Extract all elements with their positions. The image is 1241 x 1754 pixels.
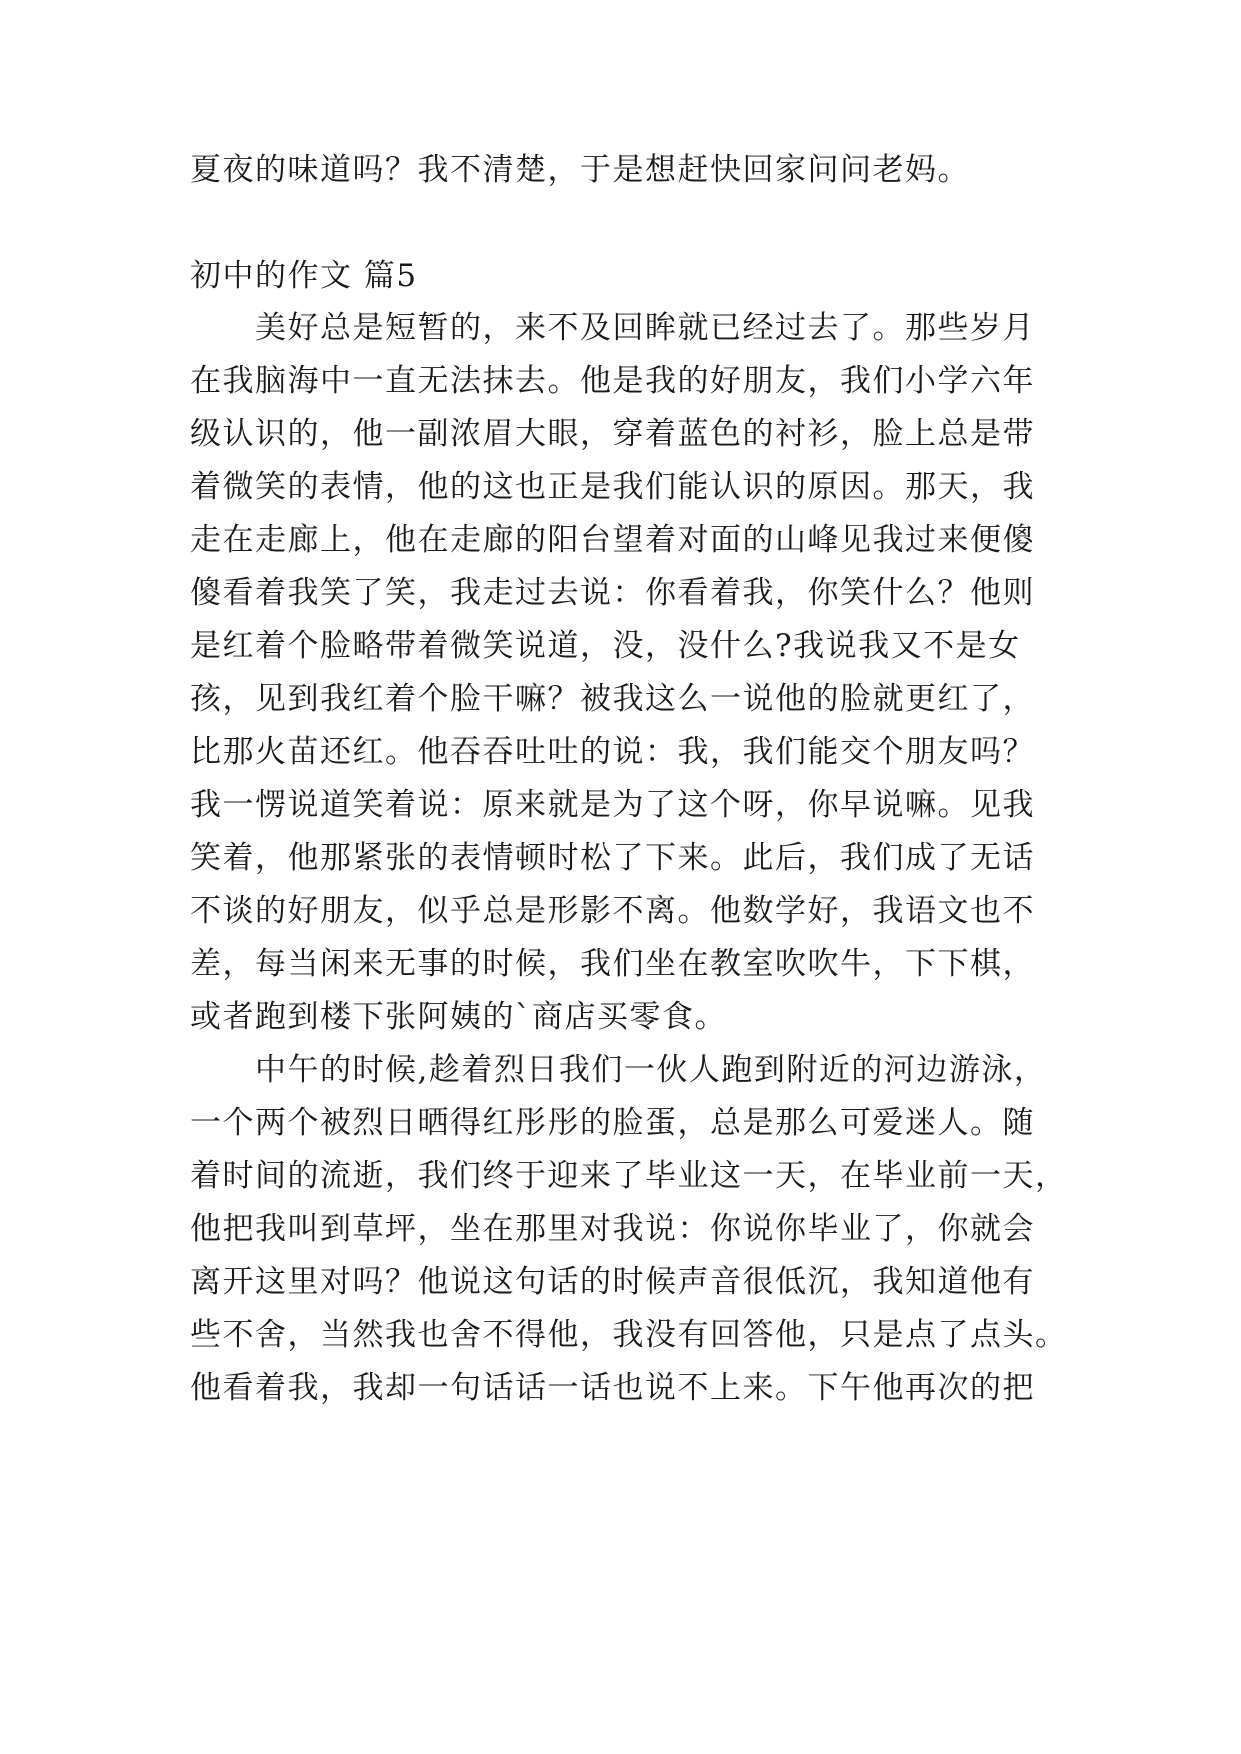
paragraph-line: 一个两个被烈日晒得红彤彤的脸蛋，总是那么可爱迷人。随 (190, 1105, 1035, 1141)
paragraph-line: 笑着，他那紧张的表情顿时松了下来。此后，我们成了无话 (190, 840, 1035, 876)
paragraph-line: 中午的时候,趁着烈日我们一伙人跑到附近的河边游泳， (255, 1052, 1047, 1088)
text-line: 夏夜的味道吗？我不清楚，于是想赶快回家问问老妈。 (190, 152, 970, 188)
paragraph-line: 美好总是短暂的，来不及回眸就已经过去了。那些岁月 (255, 310, 1035, 346)
paragraph-line: 比那火苗还红。他吞吞吐吐的说：我，我们能交个朋友吗？ (190, 734, 1035, 770)
paragraph-line: 在我脑海中一直无法抹去。他是我的好朋友，我们小学六年 (190, 363, 1035, 399)
paragraph-line: 孩，见到我红着个脸干嘛？被我这么一说他的脸就更红了， (190, 681, 1035, 717)
paragraph-line: 或者跑到楼下张阿姨的`商店买零食。 (190, 999, 727, 1035)
section-heading: 初中的作文 篇5 (190, 258, 418, 294)
paragraph-line: 他把我叫到草坪，坐在那里对我说：你说你毕业了，你就会 (190, 1211, 1035, 1247)
paragraph-line: 他看着我，我却一句话话一话也说不上来。下午他再次的把 (190, 1370, 1035, 1406)
paragraph-line: 离开这里对吗？他说这句话的时候声音很低沉，我知道他有 (190, 1264, 1035, 1300)
paragraph-line: 不谈的好朋友，似乎总是形影不离。他数学好，我语文也不 (190, 893, 1035, 929)
paragraph-line: 差，每当闲来无事的时候，我们坐在教室吹吹牛，下下棋， (190, 946, 1035, 982)
paragraph-line: 是红着个脸略带着微笑说道，没，没什么?我说我又不是女 (190, 628, 1021, 664)
paragraph-line: 我一愣说道笑着说：原来就是为了这个呀，你早说嘛。见我 (190, 787, 1035, 823)
paragraph-line: 级认识的，他一副浓眉大眼，穿着蓝色的衬衫，脸上总是带 (190, 416, 1035, 452)
paragraph-line: 傻看着我笑了笑，我走过去说：你看着我，你笑什么？他则 (190, 575, 1035, 611)
paragraph-line: 着微笑的表情，他的这也正是我们能认识的原因。那天，我 (190, 469, 1035, 505)
paragraph-line: 走在走廊上，他在走廊的阳台望着对面的山峰见我过来便傻 (190, 522, 1035, 558)
paragraph-line: 些不舍，当然我也舍不得他，我没有回答他，只是点了点头。 (190, 1317, 1068, 1353)
paragraph-line: 着时间的流逝，我们终于迎来了毕业这一天，在毕业前一天， (190, 1158, 1068, 1194)
